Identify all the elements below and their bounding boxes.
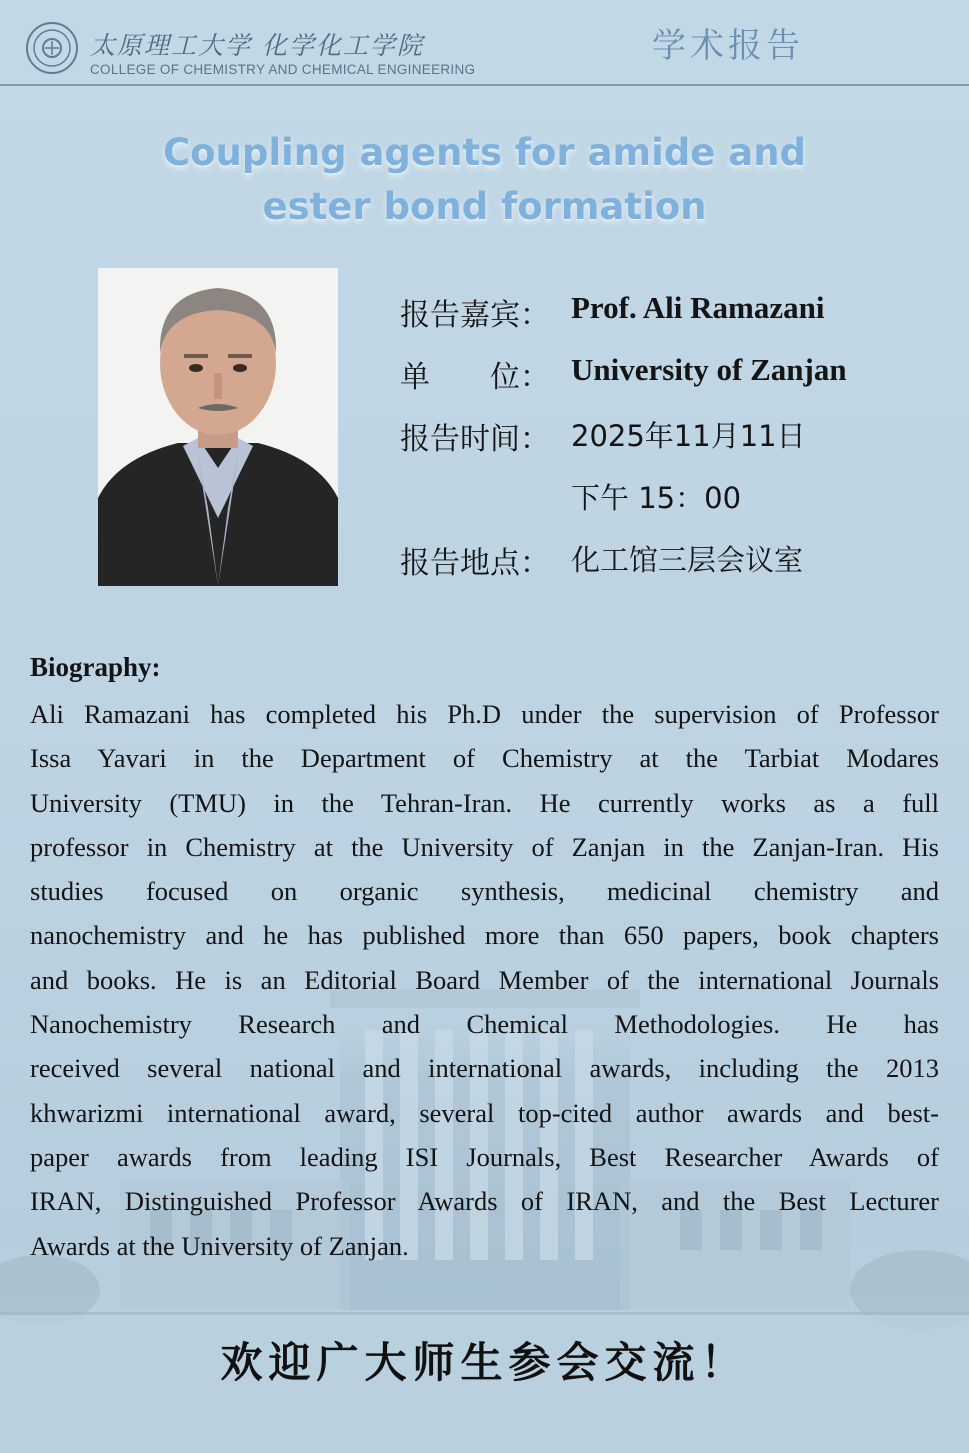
biography-line: professor in Chemistry at the University of Zanjan in the Zanjan-Iran. His <box>30 831 939 862</box>
talk-title-line-2: ester bond formation <box>262 185 707 228</box>
biography-line: khwarizmi international award, several top-cited author awards and best- <box>30 1097 939 1128</box>
biography-line: Ali Ramazani has completed his Ph.D under the supervision of Professor <box>30 699 939 729</box>
biography-line: University (TMU) in the Tehran-Iran. He currently works as a full <box>30 787 939 818</box>
biography-line: received several national and international awards, including the 2013 <box>30 1053 939 1084</box>
guest-value: Prof. Ali Ramazani <box>571 290 825 325</box>
college-english-name: COLLEGE OF CHEMISTRY AND CHEMICAL ENGINEERING <box>90 62 476 77</box>
date-value: 2025年11月11日 <box>571 419 806 453</box>
guest-label: 报告嘉宾： <box>400 298 550 333</box>
place-label: 报告地点： <box>400 546 550 581</box>
time-value: 下午 15：00 <box>571 481 742 515</box>
unit-value: University of Zanjan <box>571 352 847 387</box>
place-value: 化工馆三层会议室 <box>571 543 804 577</box>
biography-line: Issa Yavari in the Department of Chemistry at the Tarbiat Modares <box>30 743 939 774</box>
biography-heading: Biography: <box>30 652 161 682</box>
talk-title <box>0 126 969 234</box>
talk-title-line-1: Coupling agents for amide and <box>162 131 807 174</box>
university-logo-icon <box>26 22 78 74</box>
header-bar <box>0 0 969 86</box>
university-name: 太原理工大学 化学化工学院 <box>90 31 424 60</box>
time-label: 报告时间： <box>400 422 550 457</box>
academic-report-label: 学术报告 <box>652 26 804 66</box>
speaker-photo <box>98 268 338 586</box>
biography-line: paper awards from leading ISI Journals, Best Researcher Awards of <box>30 1141 939 1172</box>
biography-line: Nanochemistry Research and Chemical Methodologies. He has <box>30 1009 939 1040</box>
biography-line: studies focused on organic synthesis, medicinal chemistry and <box>30 876 939 907</box>
biography-line: IRAN, Distinguished Professor Awards of IRAN, and the Best Lecturer <box>30 1186 939 1217</box>
biography-line: and books. He is an Editorial Board Member of the international Journals <box>30 964 939 995</box>
biography-line: nanochemistry and he has published more than 650 papers, book chapters <box>30 920 939 951</box>
biography-text <box>30 692 939 1268</box>
biography-line: Awards at the University of Zanjan. <box>30 1230 409 1261</box>
unit-label: 单 位： <box>400 360 550 395</box>
welcome-message: 欢迎广大师生参会交流！ <box>220 1338 749 1387</box>
